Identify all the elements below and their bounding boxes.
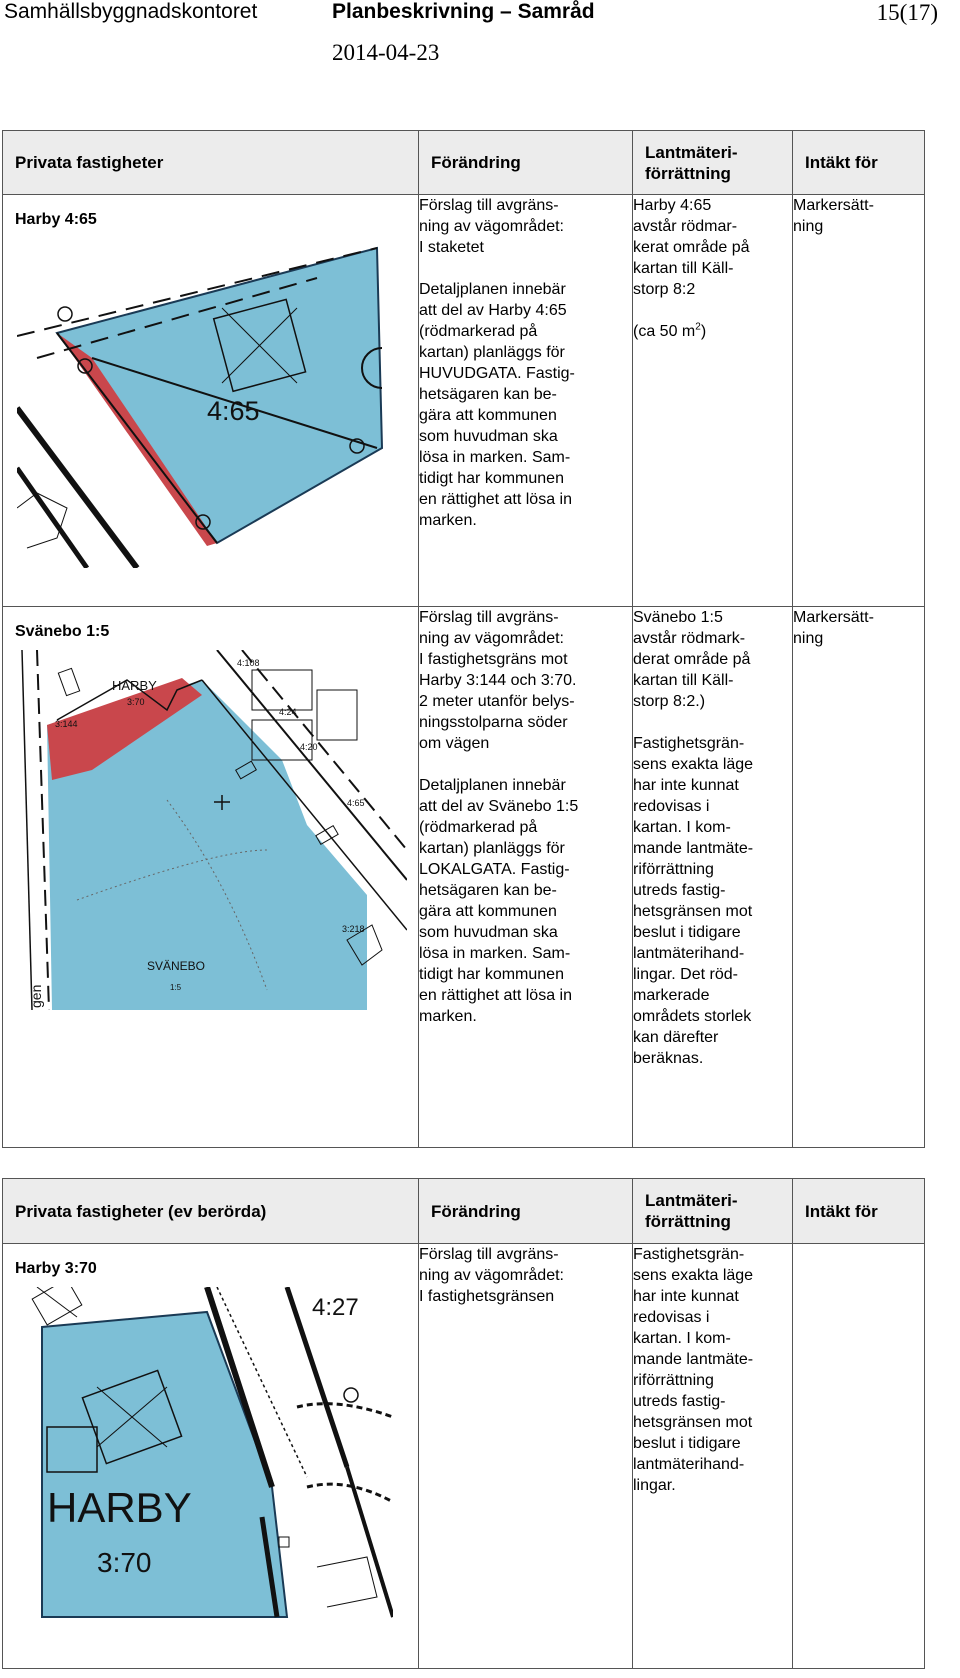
table-header-row xyxy=(3,131,925,195)
map-label: 4:65 xyxy=(347,798,365,808)
column-header-change: Förändring xyxy=(419,131,633,195)
map-label: 3:70 xyxy=(97,1547,152,1578)
income-cell xyxy=(793,607,925,1148)
table-row xyxy=(3,607,925,1148)
change-proposal: Förslag till avgräns- ning av vägområdet: I staketet xyxy=(419,197,564,256)
map-label: 4:108 xyxy=(237,658,260,668)
survey-area-text: (ca 50 m xyxy=(633,323,696,340)
property-map-svanebo-1-5 xyxy=(17,650,407,1010)
map-label: gen xyxy=(28,984,44,1008)
change-proposal: Förslag till avgräns- ning av vägområdet: I fastighetsgränsen xyxy=(419,1246,564,1305)
survey-description: Svänebo 1:5 avstår rödmark- derat område på kartan till Käll- storp 8:2.) xyxy=(633,609,751,710)
affected-properties-table xyxy=(2,1178,925,1669)
survey-area xyxy=(633,321,792,342)
property-cell xyxy=(3,607,419,1148)
property-map-harby-3-70 xyxy=(17,1287,393,1627)
column-header-survey: Lantmäteri- förrättning xyxy=(633,131,793,195)
column-header-income: Intäkt för xyxy=(793,1179,925,1244)
income-cell xyxy=(793,1244,925,1669)
property-name: Svänebo 1:5 xyxy=(15,623,110,640)
map-label: 1:5 xyxy=(170,983,182,992)
organization-name: Samhällsbyggnadskontoret xyxy=(4,0,258,23)
map-label: HARBY xyxy=(47,1484,192,1531)
survey-note: Fastighetsgrän- sens exakta läge har inte kunnat redovisas i kartan. I kom- mande lantmäte- riförrättning utreds fastig- hetsgränsen mot beslut i tidigare lantmäterihand- lingar. xyxy=(633,1246,754,1494)
map-label: 4:27 xyxy=(312,1294,359,1321)
document-date: 2014-04-23 xyxy=(332,40,440,65)
income-text: Markersätt- ning xyxy=(793,609,874,647)
survey-area-unit: 2 xyxy=(695,321,701,333)
property-cell xyxy=(3,195,419,607)
table-header-row xyxy=(3,1179,925,1244)
property-map-harby-4-65 xyxy=(17,238,407,568)
column-header-income: Intäkt för xyxy=(793,131,925,195)
map-label: 4:24 xyxy=(279,707,297,717)
column-header-properties: Privata fastigheter (ev berörda) xyxy=(3,1179,419,1244)
map-label: 3:218 xyxy=(342,924,365,934)
property-cell xyxy=(3,1244,419,1669)
map-label: 3:144 xyxy=(55,719,78,729)
page-number: 15(17) xyxy=(876,0,938,25)
map-label: 4:65 xyxy=(207,396,260,426)
change-cell xyxy=(419,195,633,607)
column-header-survey: Lantmäteri- förrättning xyxy=(633,1179,793,1244)
change-cell xyxy=(419,1244,633,1669)
property-name: Harby 3:70 xyxy=(15,1260,97,1277)
column-header-properties: Privata fastigheter xyxy=(3,131,419,195)
column-header-change: Förändring xyxy=(419,1179,633,1244)
table-row xyxy=(3,195,925,607)
survey-cell xyxy=(633,607,793,1148)
income-cell xyxy=(793,195,925,607)
map-label: SVÄNEBO xyxy=(147,959,206,973)
survey-note: Fastighetsgrän- sens exakta läge har inte kunnat redovisas i kartan. I kom- mande lantmäte- riförrättning utreds fastig- hetsgränsen mot beslut i tidigare lantmäterihand- lingar. Det röd- markerade områdets storlek kan därefter beräknas. xyxy=(633,735,754,1067)
private-properties-table xyxy=(2,130,925,1148)
property-name: Harby 4:65 xyxy=(15,211,97,228)
map-label: 3:70 xyxy=(127,697,145,707)
survey-area-close: ) xyxy=(700,323,707,340)
survey-description: Harby 4:65 avstår rödmar- kerat område på kartan till Käll- storp 8:2 xyxy=(633,197,750,298)
income-text: Markersätt- ning xyxy=(793,197,874,235)
map-label: 4:20 xyxy=(300,742,318,752)
survey-cell xyxy=(633,195,793,607)
map-label: HARBY xyxy=(112,678,157,693)
change-description: Detaljplanen innebär att del av Harby 4:65 (rödmarkerad på kartan) planläggs för HUVUDGATA. Fastig- hetsägaren kan be- gära att kommunen som huvudman ska lösa in marken. Sam- tidigt har kommunen en rättighet att lösa in marken. xyxy=(419,281,575,529)
change-cell xyxy=(419,607,633,1148)
document-title: Planbeskrivning – Samråd xyxy=(332,0,595,23)
change-description: Detaljplanen innebär att del av Svänebo 1:5 (rödmarkerad på kartan) planläggs för LOKALGATA. Fastig- hetsägaren kan be- gära att kommunen som huvudman ska lösa in marken. Sam- tidigt har kommunen en rättighet att lösa in marken. xyxy=(419,777,579,1025)
table-row xyxy=(3,1244,925,1669)
change-proposal: Förslag till avgräns- ning av vägområdet: I fastighetsgräns mot Harby 3:144 och 3:70. 2 meter utanför belys- ningsstolparna söder om vägen xyxy=(419,609,577,752)
survey-cell xyxy=(633,1244,793,1669)
